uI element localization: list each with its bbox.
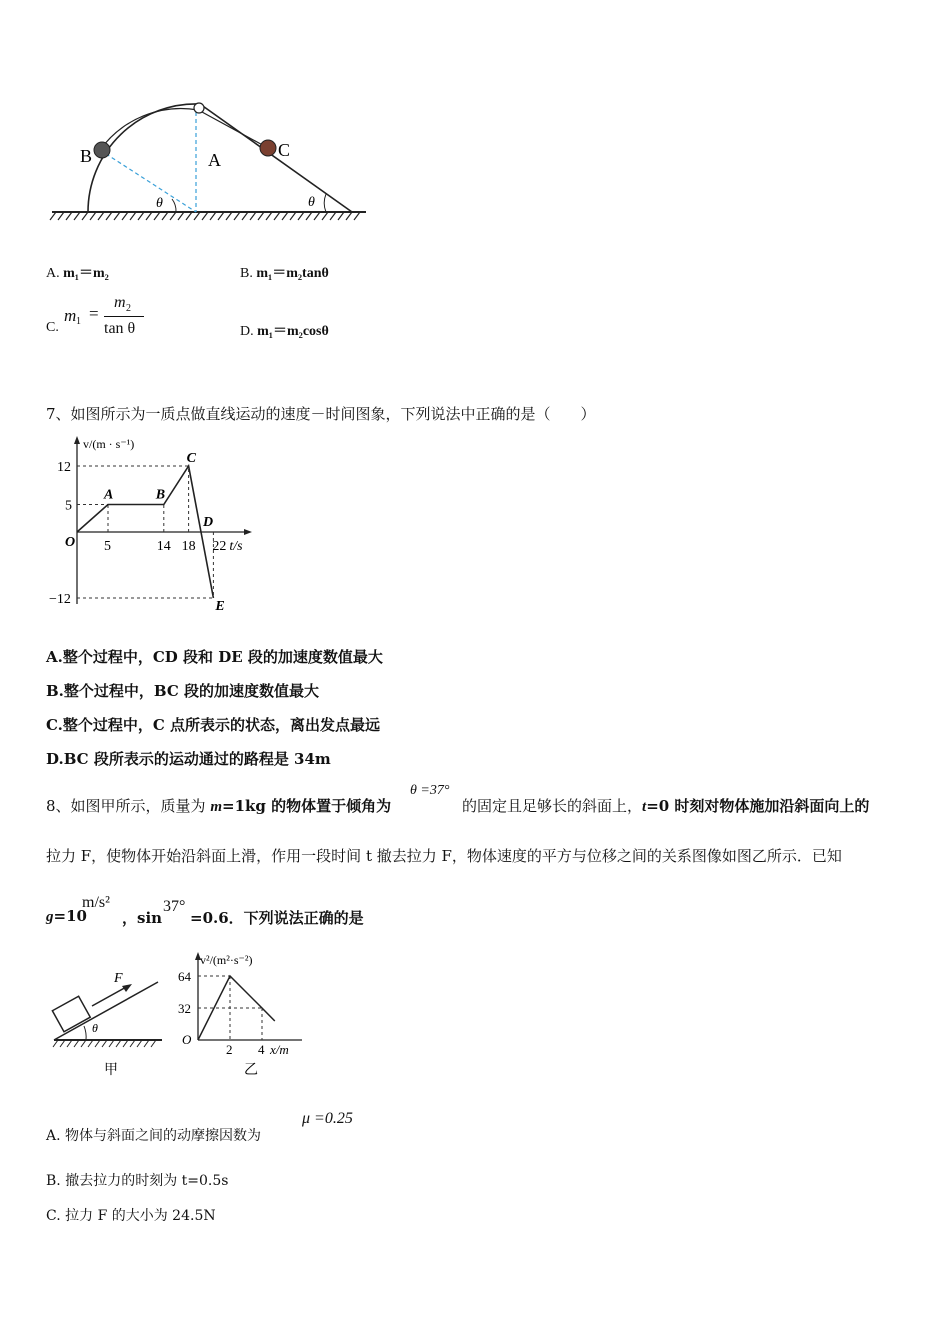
q8-line1-c: 的固定且足够长的斜面上， [462, 797, 643, 815]
option-prefix: B. [240, 266, 253, 281]
x-tick-label: 14 [156, 539, 171, 554]
formula-eq: = [89, 304, 99, 323]
y-tick-label: 5 [65, 498, 72, 514]
y-axis-arrow [74, 436, 80, 444]
q6-option-d [240, 320, 329, 340]
ball-b [94, 142, 110, 158]
q8-37: 37° [163, 898, 186, 915]
q8-theta-eq: θ =37° [410, 783, 450, 798]
q8-line1-a: 8、如图甲所示，质量为 [46, 797, 211, 815]
q8-v2x-chart [170, 950, 320, 1085]
option-text: m₁＝m₂ [63, 266, 109, 281]
q8-line1-rest [462, 795, 869, 816]
option-prefix: A. [46, 266, 60, 281]
q8-unit: m/s² [82, 894, 110, 911]
y-tick-label: 32 [178, 1001, 191, 1016]
force-arrow [92, 986, 128, 1006]
x-tick-label: 22 [212, 539, 227, 554]
q8-line1 [46, 795, 391, 816]
fraction-bar [104, 316, 144, 317]
point-label-B: B [155, 487, 166, 503]
x-tick-label: 18 [181, 539, 196, 554]
option-text: m₁＝m₂cosθ [257, 324, 329, 339]
point-label-E: E [215, 599, 225, 612]
y-axis-label: v/(m · s⁻¹) [83, 437, 135, 451]
option-prefix: D. [240, 324, 254, 339]
point-label-C: C [186, 451, 196, 466]
q6-option-c-formula [64, 294, 154, 340]
origin-label: O [65, 535, 76, 550]
origin-label: O [182, 1032, 192, 1047]
y-tick-label: −12 [49, 592, 71, 607]
x-axis-arrow [244, 529, 252, 535]
label-a: A [208, 150, 221, 170]
x-axis-label: x/m [270, 1042, 289, 1057]
point-label-D: D [203, 515, 214, 530]
q7-option-d: D.BC 段所表示的运动通过的路程是 34m [46, 750, 331, 768]
formula-lhs-sub: 1 [76, 316, 81, 327]
x-tick-label: 5 [104, 539, 111, 554]
q8-line3-sin: ，sin [122, 909, 163, 927]
formula-numerator-sub: 2 [126, 303, 131, 314]
angle-arc-left [172, 199, 176, 212]
q8-option-c: C. 拉力 F 的大小为 24.5N [46, 1208, 216, 1224]
dashed-radius [100, 150, 196, 212]
q6-option-b [240, 262, 329, 282]
q7-question: 7、如图所示为一质点做直线运动的速度－时间图象，下列说法中正确的是（ ） [46, 405, 596, 423]
q8-option-b: B. 撤去拉力的时刻为 t=0.5s [46, 1173, 229, 1189]
q8-var-g: g [46, 909, 54, 925]
q8-line3-a: =10 [53, 907, 87, 925]
x-tick-label: 4 [258, 1042, 265, 1057]
q8-figure-jia [48, 962, 168, 1082]
formula-lhs: m [64, 306, 77, 325]
q8-option-a: A. 物体与斜面之间的动摩擦因数为 [46, 1128, 262, 1144]
point-label-A: A [104, 487, 114, 503]
y-axis-label: v²/(m²·s⁻²) [200, 953, 253, 967]
label-theta: θ [92, 1021, 98, 1035]
caption-jia: 甲 [104, 1063, 118, 1078]
incline-top [200, 104, 352, 212]
ball-c [260, 140, 276, 156]
q6-option-a [46, 262, 109, 282]
label-c: C [278, 140, 291, 160]
formula-denominator: tan θ [104, 320, 136, 337]
x-tick-label: 2 [226, 1042, 233, 1057]
formula-numerator: m [114, 294, 126, 311]
q8-line2: 拉力 F，使物体开始沿斜面上滑，作用一段时间 t 撤去拉力 F，物体速度的平方与位移之间的关系图像如图乙所示．已知 [46, 847, 842, 865]
ground-hatch [50, 212, 360, 220]
y-tick-label: 64 [178, 969, 191, 984]
q7-vt-chart [40, 432, 280, 612]
q8-var-m: m [210, 799, 222, 815]
label-theta-right: θ [308, 195, 315, 210]
q7-option-c: C.整个过程中，C 点所表示的状态，离出发点最远 [46, 716, 381, 734]
incline-rope [202, 112, 268, 148]
q8-line1-d: =0 时刻对物体施加沿斜面向上的 [646, 797, 870, 815]
q8-line3-end: =0.6．下列说法正确的是 [190, 909, 364, 927]
pulley [194, 103, 204, 113]
y-tick-label: 12 [57, 460, 71, 475]
label-theta-left: θ [156, 196, 163, 211]
caption-yi: 乙 [244, 1063, 258, 1078]
q8-option-a-mu: μ =0.25 [302, 1110, 353, 1127]
q8-line1-b: =1kg 的物体置于倾角为 [222, 797, 392, 815]
label-force: F [114, 971, 123, 986]
q8-var-t: t [642, 799, 647, 815]
q7-option-b: B.整个过程中，BC 段的加速度数值最大 [46, 682, 320, 700]
q7-option-a: A.整个过程中，CD 段和 DE 段的加速度数值最大 [46, 648, 383, 666]
q6-option-c-prefix: C. [46, 320, 59, 335]
q8-line3-start [46, 907, 87, 926]
x-axis-label: t/s [229, 539, 243, 554]
figure-semicircle-incline [40, 90, 380, 230]
option-text: m₁＝m₂tanθ [256, 266, 329, 281]
label-b: B [80, 146, 93, 166]
angle-arc-right [324, 194, 326, 212]
